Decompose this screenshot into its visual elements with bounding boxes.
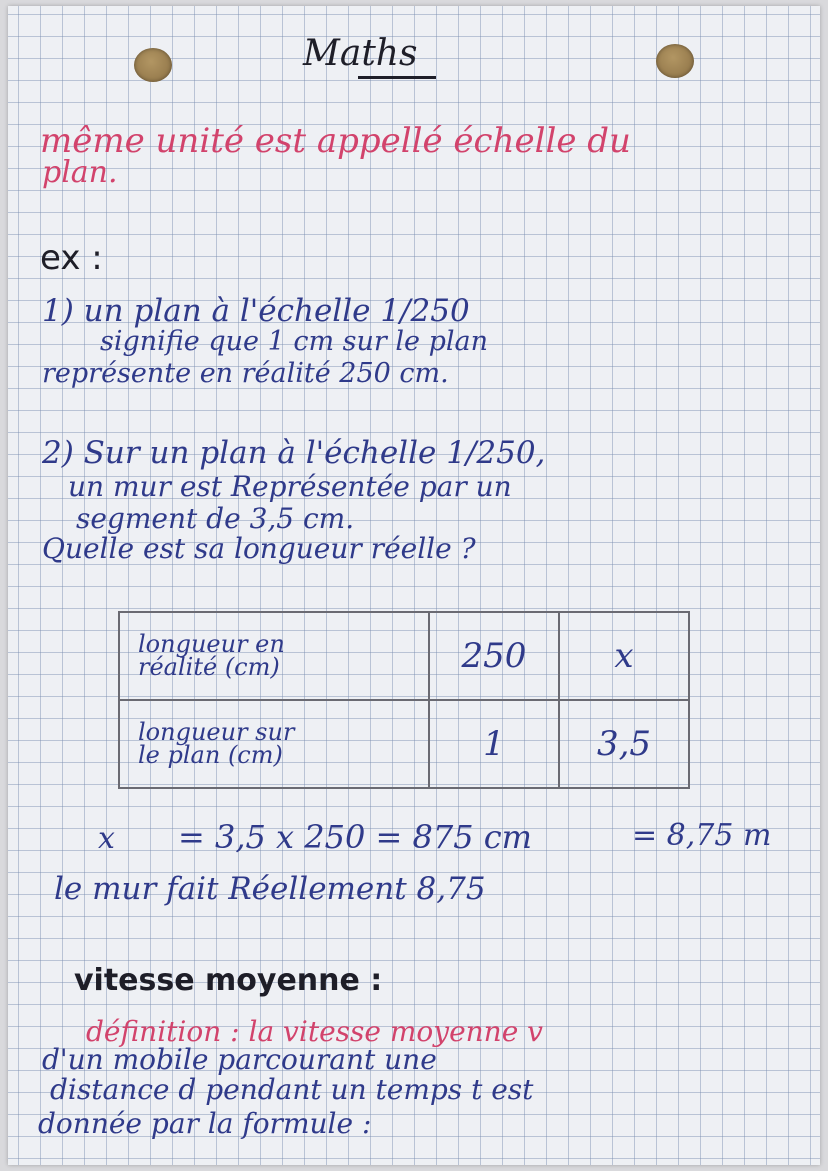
example-1-line-2: signifie que 1 cm sur le plan <box>100 326 489 357</box>
example-2-line-2: un mur est Représentée par un <box>68 470 512 503</box>
intro-line-2: plan. <box>42 155 118 190</box>
punch-hole-left <box>134 48 172 82</box>
proportion-table <box>118 611 690 789</box>
example-1-line-3: représente en réalité 250 cm. <box>42 358 449 389</box>
example-label: ex : <box>40 238 103 278</box>
table-label-line: réalité (cm) <box>138 653 280 681</box>
table-cell-unknown: x <box>559 612 689 700</box>
table-cell-unknown: 3,5 <box>559 700 689 788</box>
definition-line-3: distance d pendant un temps t est <box>50 1073 534 1106</box>
definition-line-4: donnée par la formule : <box>38 1107 372 1140</box>
example-1-line-1: 1) un plan à l'échelle 1/250 <box>42 293 470 329</box>
definition-line-1: définition : la vitesse moyenne v <box>86 1015 543 1048</box>
calc-variable: x <box>98 821 115 856</box>
table-label-line: longueur en <box>138 630 285 659</box>
calc-expression: = 3,5 x 250 = 875 cm <box>178 818 533 856</box>
table-row-label <box>119 612 429 700</box>
notebook-page <box>8 6 820 1165</box>
intro-line-1: même unité est appellé échelle du <box>40 121 631 161</box>
definition-line-2: d'un mobile parcourant une <box>42 1043 437 1076</box>
title-underline <box>358 76 436 79</box>
section-heading: vitesse moyenne : <box>74 963 383 998</box>
page-title: Maths <box>303 33 418 74</box>
example-2-line-1: 2) Sur un plan à l'échelle 1/250, <box>42 435 546 471</box>
calc-result: le mur fait Réellement 8,75 <box>54 871 486 907</box>
table-cell-value: 250 <box>429 612 559 700</box>
table-cell-value: 1 <box>429 700 559 788</box>
calc-expression-end: = 8,75 m <box>632 818 772 853</box>
table-row <box>119 700 689 788</box>
table-row-label <box>119 700 429 788</box>
example-2-line-4: Quelle est sa longueur réelle ? <box>42 532 476 565</box>
example-2-line-3: segment de 3,5 cm. <box>76 502 355 535</box>
table-label-line: longueur sur <box>138 718 295 747</box>
punch-hole-right <box>656 44 694 78</box>
table-label-line: le plan (cm) <box>138 741 283 769</box>
table-row <box>119 612 689 700</box>
